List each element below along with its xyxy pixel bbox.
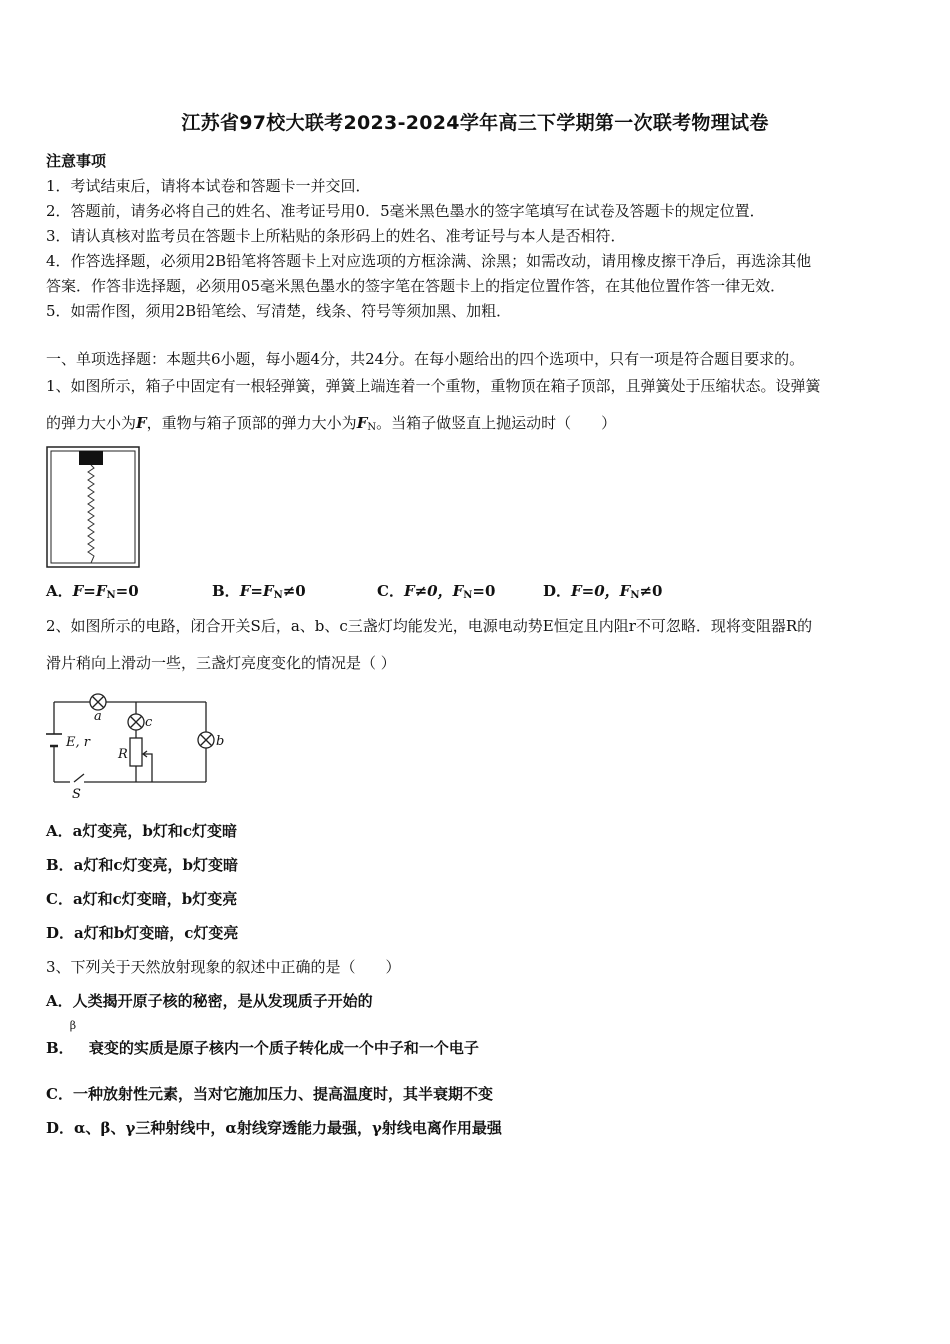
question-2-option-d[interactable]: D．a灯和b灯变暗，c灯变亮 xyxy=(46,924,239,942)
exam-title: 江苏省97校大联考2023-2024学年高三下学期第一次联考物理试卷 xyxy=(181,112,769,134)
question-1-stem: 1、如图所示，箱子中固定有一根轻弹簧，弹簧上端连着一个重物，重物顶在箱子顶部，且弹簧处于压缩状态。设弹簧 xyxy=(46,377,821,395)
battery-label: E, r xyxy=(66,735,90,750)
lamp-a-label: a xyxy=(94,709,102,724)
notice-heading: 注意事项 xyxy=(46,152,107,170)
notice-item: 3．请认真核对监考员在答题卡上所粘贴的条形码上的姓名、准考证号与本人是否相符． xyxy=(46,227,626,245)
lamp-c-label: c xyxy=(145,715,153,730)
lamp-b-label: b xyxy=(216,734,225,749)
question-1-option-b[interactable]: B．$F=F_N\ne 0$ xyxy=(212,582,306,601)
switch-label: S xyxy=(72,787,81,802)
rheostat-label: R xyxy=(118,747,128,762)
spring-box-figure xyxy=(46,446,140,568)
question-1-option-a[interactable]: A．$F=F_N=0$ xyxy=(46,582,139,601)
notice-item: 4．作答选择题，必须用2B铅笔将答题卡上对应选项的方框涂满、涂黑；如需改动，请用橡皮擦干净后，再选涂其他 xyxy=(46,252,812,270)
notice-item: 答案．作答非选择题，必须用05毫米黑色墨水的签字笔在答题卡上的指定位置作答，在其他位置作答一律无效． xyxy=(46,277,786,295)
circuit-figure xyxy=(44,690,234,802)
question-3-option-a[interactable]: A．人类揭开原子核的秘密，是从发现质子开始的 xyxy=(46,992,373,1010)
question-3-stem: 3、下列关于天然放射现象的叙述中正确的是（ ） xyxy=(46,958,401,976)
question-2-option-b[interactable]: B．a灯和c灯变亮，b灯变暗 xyxy=(46,856,239,874)
notice-item: 2．答题前，请务必将自己的姓名、准考证号用0．5毫米黑色墨水的签字笔填写在试卷及答题卡的规定位置． xyxy=(46,202,765,220)
notice-item: 1．考试结束后，请将本试卷和答题卡一并交回． xyxy=(46,177,371,195)
question-2-option-c[interactable]: C．a灯和c灯变暗，b灯变亮 xyxy=(46,890,238,908)
question-2-stem: 2、如图所示的电路，闭合开关S后，a、b、c三盏灯均能发光，电源电动势E恒定且内阻r不可忽略．现将变阻器R的 xyxy=(46,617,813,635)
question-3-option-d[interactable]: D．α、β、γ三种射线中，α射线穿透能力最强，γ射线电离作用最强 xyxy=(46,1119,502,1137)
question-2-stem-line2: 滑片稍向上滑动一些，三盏灯亮度变化的情况是（ ） xyxy=(46,654,396,672)
question-3-option-c[interactable]: C．一种放射性元素，当对它施加压力、提高温度时，其半衰期不变 xyxy=(46,1085,493,1103)
question-1-option-c[interactable]: C．F≠0，$F_N=0$ xyxy=(377,582,496,601)
question-1-stem-line2: 的弹力大小为F，重物与箱子顶部的弹力大小为$F_N$。当箱子做竖直上抛运动时（ ） xyxy=(46,414,617,433)
section-heading: 一、单项选择题：本题共6小题，每小题4分，共24分。在每小题给出的四个选项中，只有一项是符合题目要求的。 xyxy=(46,350,805,368)
question-2-option-a[interactable]: A．a灯变亮，b灯和c灯变暗 xyxy=(46,822,237,840)
question-3-option-b[interactable]: B． β 衰变的实质是原子核内一个质子转化成一个中子和一个电子 xyxy=(46,1019,479,1057)
question-1-option-d[interactable]: D．F=0，$F_N\ne 0$ xyxy=(543,582,663,601)
notice-item: 5．如需作图，须用2B铅笔绘、写清楚，线条、符号等须加黑、加粗． xyxy=(46,302,512,320)
beta-symbol: β xyxy=(69,1019,77,1032)
